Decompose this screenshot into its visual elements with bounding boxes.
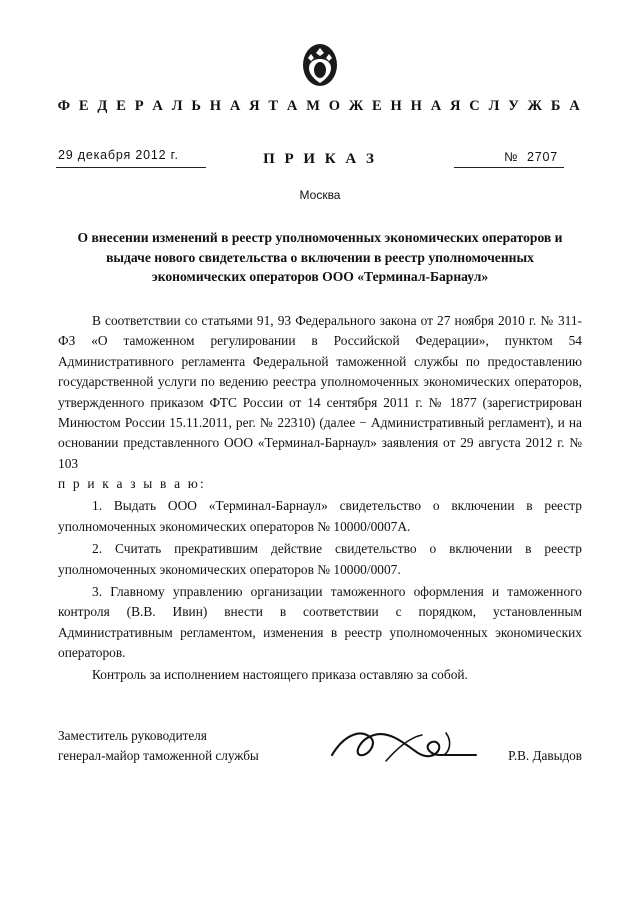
paragraph-item-3: 3. Главному управлению организации таможенного оформления и таможенного контроля (В.В. Ивин) внести в соответствии с порядком, установленным Административным регламентом, изменения в реестр уполномоченных экономических операторов. xyxy=(58,583,582,661)
document-type: П Р И К А З xyxy=(263,151,377,167)
document-body xyxy=(58,311,582,686)
emblem-container xyxy=(46,42,594,88)
city: Москва xyxy=(299,188,341,202)
signer-post-line1: Заместитель руководителя xyxy=(58,727,207,743)
signer-name: Р.В. Давыдов xyxy=(508,747,582,763)
document-number xyxy=(504,150,558,164)
organization-title: Ф Е Д Е Р А Л Ь Н А Я Т А М О Ж Е Н Н А Я С Л У Ж Б А xyxy=(57,98,583,114)
order-verb: п р и к а з ы в а ю: xyxy=(58,476,206,492)
document-subject: О внесении изменений в реестр уполномоченных экономических операторов и выдаче нового свидетельства о включении в реестр уполномоченных экономических операторов ООО «Терминал-Барнаул» xyxy=(77,230,563,285)
document-date: 29 декабря 2012 г. xyxy=(58,148,179,162)
number-value: 2707 xyxy=(526,150,558,164)
date-rule xyxy=(56,167,206,168)
number-label: № xyxy=(504,150,519,164)
signature-block xyxy=(58,726,582,766)
signer-post-line2: генерал-майор таможенной службы xyxy=(58,747,259,763)
signer-post xyxy=(58,726,328,766)
signature-scribble-icon xyxy=(326,721,516,775)
paragraph-item-2: 2. Считать прекратившим действие свидетельство о включении в реестр уполномоченных экономических операторов № 10000/0007. xyxy=(58,541,582,577)
document-meta xyxy=(46,148,594,174)
number-rule xyxy=(454,167,564,168)
control-note: Контроль за исполнением настоящего приказа оставляю за собой. xyxy=(92,667,468,683)
russian-coat-of-arms-icon xyxy=(300,42,340,88)
paragraph-item-1: 1. Выдать ООО «Терминал-Барнаул» свидетельство о включении в реестр уполномоченных экономических операторов № 10000/0007А. xyxy=(58,498,582,534)
paragraph-preamble: В соответствии со статьями 91, 93 Федерального закона от 27 ноября 2010 г. № 311-ФЗ «О таможенном регулировании в Российской Федерации», пунктом 54 Административного регламента Федеральной таможенной службы по предоставлению государственной услуги по ведению реестра уполномоченных экономических операторов, утвержденного приказом ФТС России от 14 сентября 2011 г. № 1877 (зарегистрирован Минюстом России 15.11.2011, рег. № 22310) (далее − Административный регламент), и на основании представленного ООО «Терминал-Барнаул» заявления от 29 августа 2012 г. № 103 xyxy=(58,313,582,471)
